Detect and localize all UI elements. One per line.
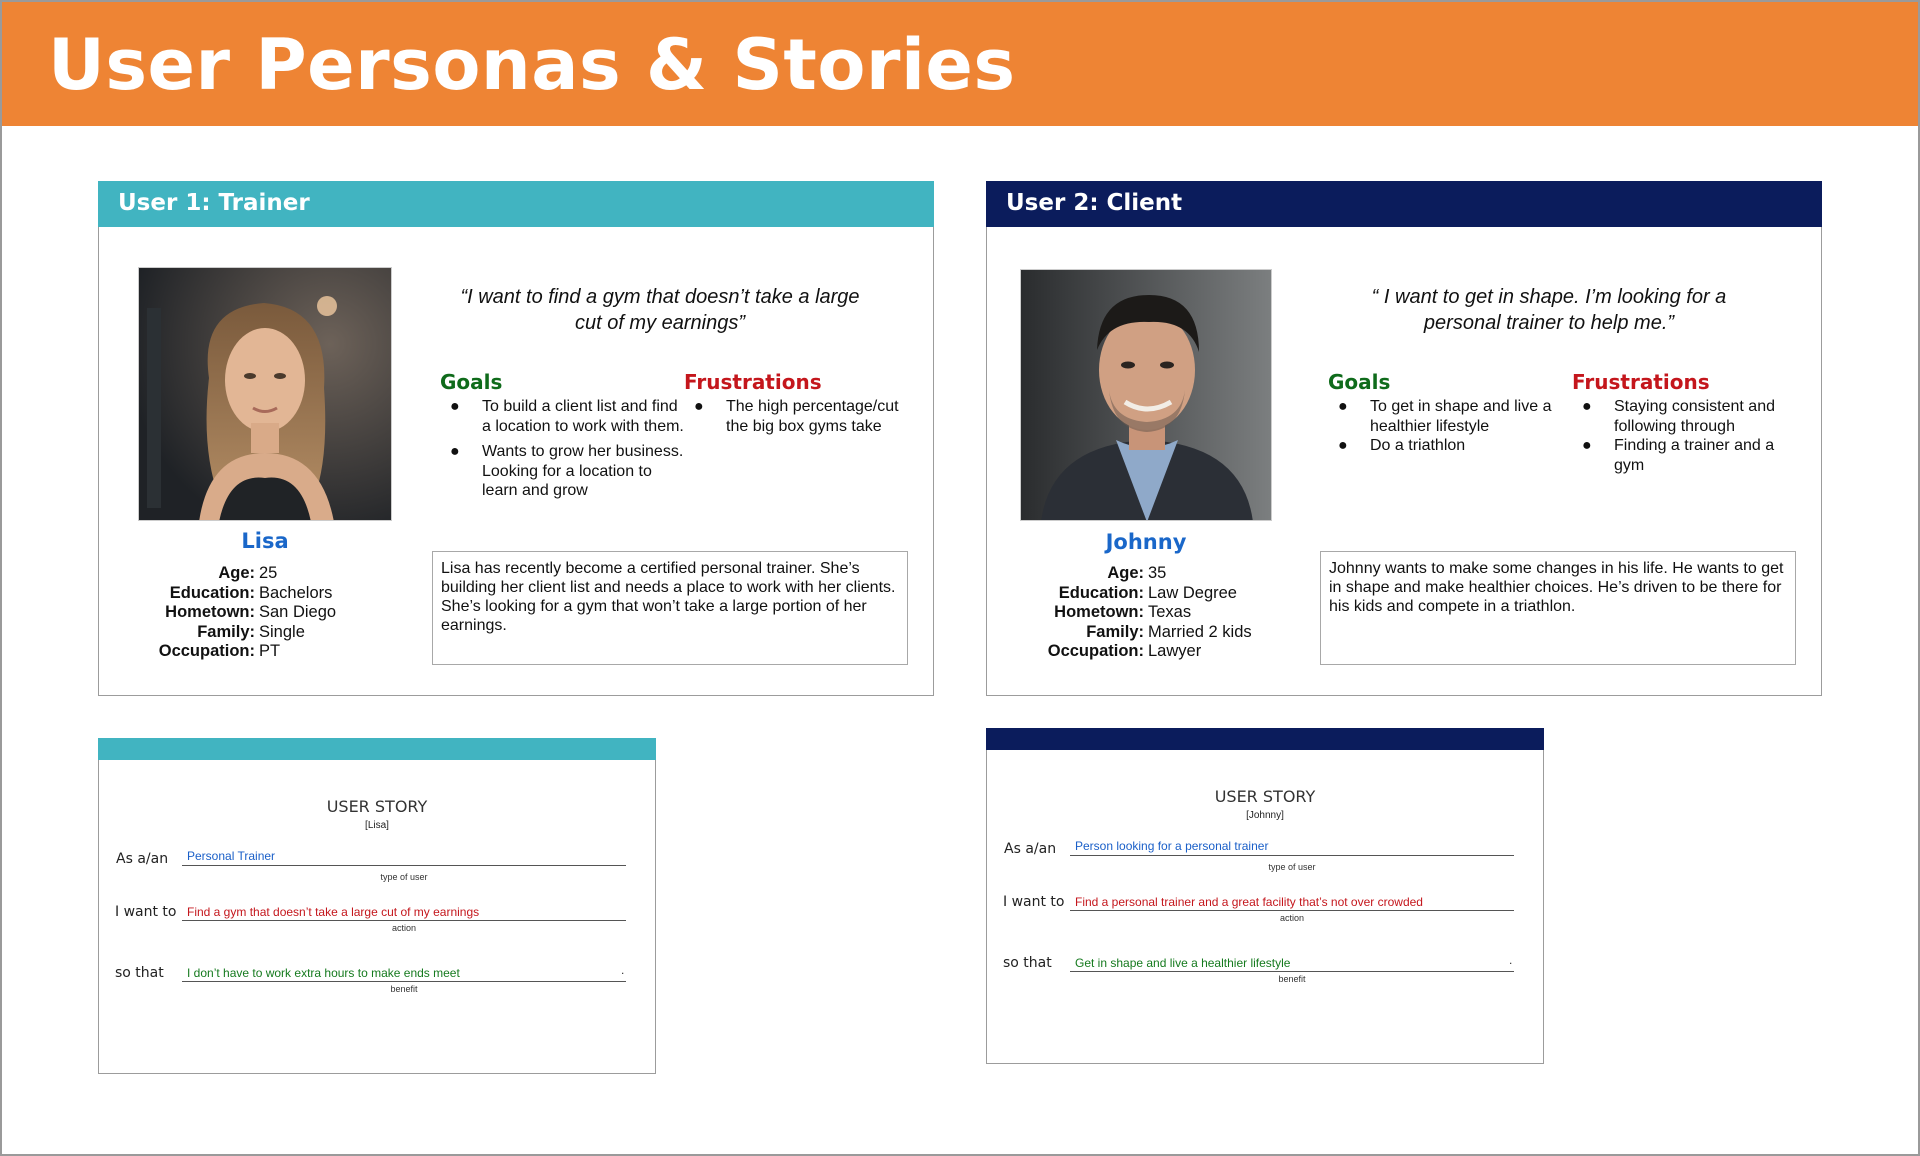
- want-value: Find a gym that doesn’t take a large cut of my earnings: [187, 905, 480, 919]
- so-that-period: .: [1509, 953, 1513, 967]
- persona-card-client: [986, 181, 1822, 696]
- fact-occupation: Occupation: Lawyer: [1047, 642, 1202, 660]
- so-that-period: .: [621, 963, 625, 977]
- frustrations-title: Frustrations: [1572, 370, 1710, 394]
- persona-header: [986, 181, 1822, 227]
- story-title: USER STORY: [1214, 787, 1316, 806]
- so-that-line: [182, 981, 626, 982]
- as-a-value: Person looking for a personal trainer: [1075, 839, 1269, 853]
- persona-name: Johnny: [1105, 530, 1187, 554]
- so-that-value: I don’t have to work extra hours to make ends meet: [187, 966, 460, 980]
- user-story-card-lisa: [98, 738, 656, 1074]
- fact-education: Education: Law Degree: [1058, 583, 1237, 602]
- as-a-caption: type of user: [1268, 862, 1316, 872]
- title-bar: [2, 2, 1918, 126]
- persona-header: [98, 181, 934, 227]
- so-that-line: [1070, 971, 1514, 972]
- story-subtitle: [Lisa]: [365, 820, 389, 831]
- fact-hometown: Hometown: San Diego: [165, 603, 337, 621]
- so-that-caption: benefit: [390, 984, 418, 994]
- story-title: USER STORY: [326, 797, 428, 816]
- persona-summary: Lisa has recently become a certified personal trainer. She’s building her client list and needs a place to work with her clients. She’s looking for a gym that won’t take a large portion of her earnings.: [432, 551, 908, 665]
- as-a-value: Personal Trainer: [187, 849, 276, 863]
- as-a-line: [1070, 855, 1514, 856]
- fact-hometown: Hometown: Texas: [1054, 603, 1192, 621]
- man-portrait-photo: [1020, 269, 1272, 521]
- so-that-label: so that: [115, 965, 164, 981]
- persona-facts: [1008, 564, 1252, 662]
- list-item: ● Staying consistent and following through: [1582, 398, 1775, 435]
- fact-education: Education: Bachelors: [169, 583, 333, 602]
- persona-header-title: User 1: Trainer: [118, 190, 310, 216]
- want-value: Find a personal trainer and a great facility that’s not over crowded: [1075, 895, 1423, 909]
- so-that-label: so that: [1003, 955, 1052, 971]
- story-subtitle: [Johnny]: [1246, 810, 1284, 821]
- persona-quote: “I want to find a gym that doesn’t take a large cut of my earnings”: [460, 286, 860, 334]
- persona-header-title: User 2: Client: [1006, 190, 1183, 216]
- want-caption: action: [1279, 913, 1305, 923]
- list-item: ● To build a client list and find a location to work with them.: [450, 398, 684, 435]
- fact-age: Age: 25: [218, 564, 278, 582]
- woman-portrait-photo: [138, 267, 392, 521]
- fact-occupation: Occupation: PT: [158, 642, 281, 660]
- goals-list: [440, 397, 685, 507]
- want-label: I want to: [1003, 894, 1065, 910]
- persona-card-trainer: [98, 181, 934, 696]
- page-title: User Personas & Stories: [48, 24, 1016, 106]
- persona-name: Lisa: [241, 529, 289, 553]
- as-a-label: As a/an: [1004, 841, 1057, 857]
- persona-summary: Johnny wants to make some changes in his life. He wants to get in shape and make healthier choices. He’s driven to be there for his kids and compete in a triathlon.: [1320, 551, 1796, 665]
- story-band: [986, 728, 1544, 750]
- want-line: [182, 920, 626, 921]
- fact-family: Family: Single: [197, 622, 305, 641]
- list-item: ● Wants to grow her business. Looking for a location to learn and grow: [450, 443, 684, 499]
- so-that-caption: benefit: [1278, 974, 1306, 984]
- fact-age: Age: 35: [1107, 564, 1167, 582]
- frustrations-title: Frustrations: [684, 370, 822, 394]
- goals-title: Goals: [440, 370, 503, 394]
- as-a-line: [182, 865, 626, 866]
- frustrations-list: [1572, 397, 1797, 481]
- user-story-card-johnny: [986, 728, 1544, 1064]
- list-item: ● To get in shape and live a healthier lifestyle: [1338, 398, 1552, 435]
- fact-family: Family: Married 2 kids: [1086, 622, 1252, 641]
- list-item: ● The high percentage/cut the big box gyms take: [694, 398, 899, 435]
- goals-title: Goals: [1328, 370, 1391, 394]
- as-a-label: As a/an: [116, 851, 169, 867]
- goals-list: [1328, 397, 1573, 462]
- want-label: I want to: [115, 904, 177, 920]
- frustrations-list: [684, 397, 914, 442]
- want-line: [1070, 910, 1514, 911]
- persona-quote: “ I want to get in shape. I’m looking for a personal trainer to help me.”: [1371, 286, 1727, 334]
- list-item: ● Finding a trainer and a gym: [1582, 437, 1775, 474]
- want-caption: action: [391, 923, 417, 933]
- story-band: [98, 738, 656, 760]
- as-a-caption: type of user: [380, 872, 428, 882]
- list-item: ● Do a triathlon: [1338, 437, 1466, 454]
- persona-facts: [119, 564, 336, 662]
- so-that-value: Get in shape and live a healthier lifestyle: [1075, 956, 1291, 970]
